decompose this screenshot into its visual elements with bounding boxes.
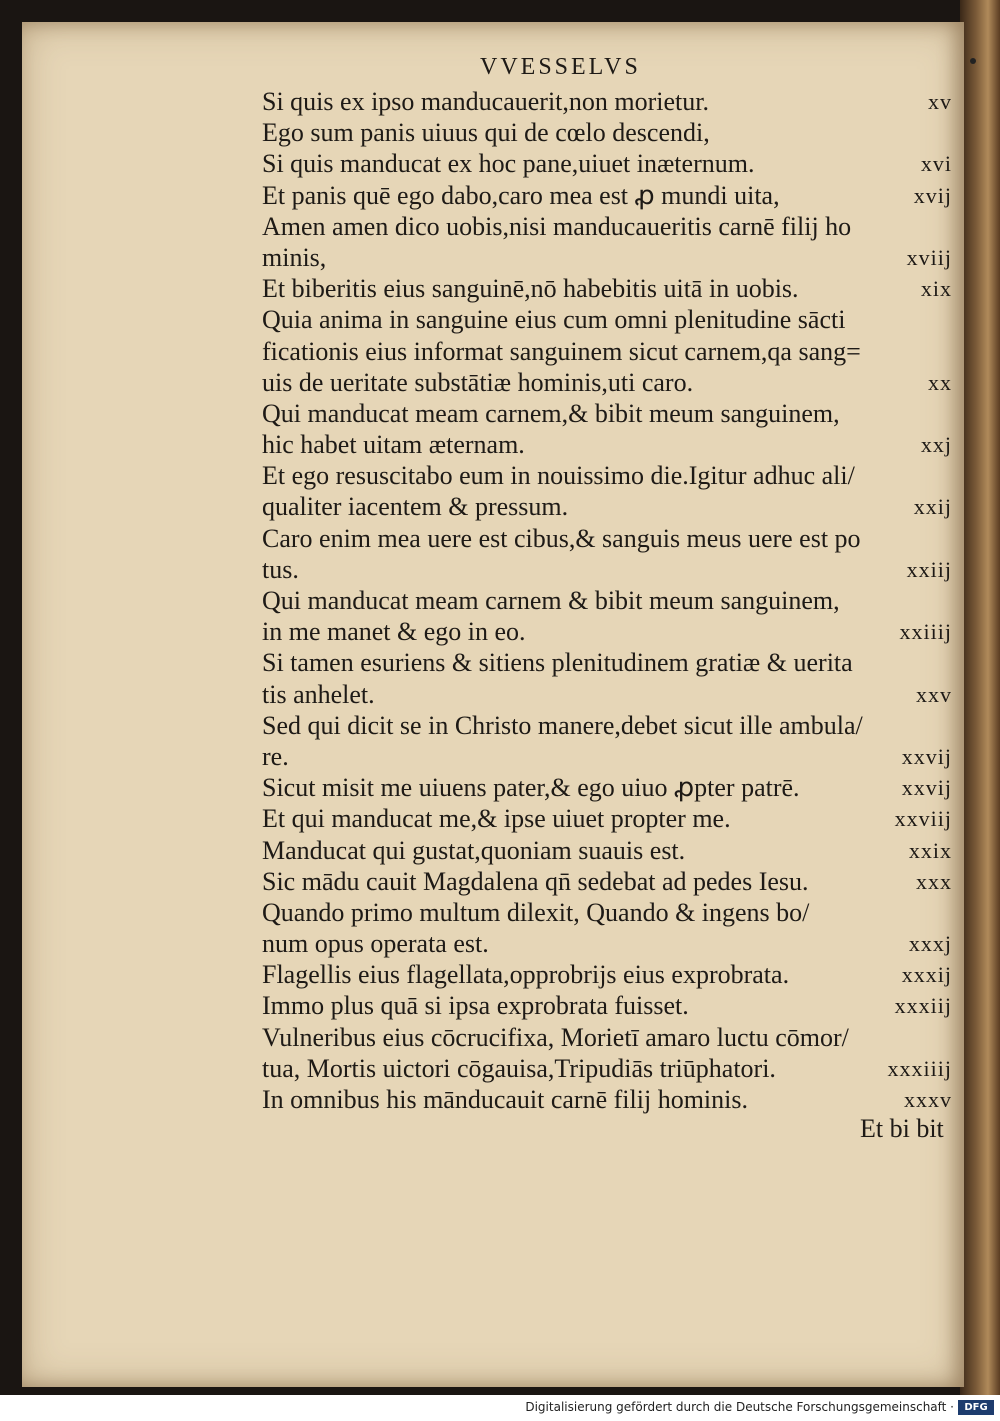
page-speck bbox=[970, 58, 976, 64]
verse-number: xxviij bbox=[894, 806, 952, 832]
text-line bbox=[262, 523, 952, 554]
text-line bbox=[262, 273, 952, 304]
line-text: ficationis eius informat sanguinem sicut carnem,qa sang= bbox=[262, 336, 861, 366]
line-text: In omnibus his mānducauit carnē filij hominis. bbox=[262, 1085, 748, 1114]
text-line bbox=[262, 304, 952, 335]
verse-number: xxiiij bbox=[899, 619, 952, 645]
verse-number: xxix bbox=[908, 837, 952, 863]
line-text: Si quis ex ipso manducauerit,non morietur. bbox=[262, 87, 709, 116]
line-text: Qui manducat meam carnem & bibit meum sanguinem, bbox=[262, 586, 840, 615]
dfg-logo-icon: DFG bbox=[958, 1400, 994, 1415]
text-line bbox=[262, 554, 952, 585]
text-line bbox=[262, 1084, 952, 1115]
verse-number: xx bbox=[928, 369, 952, 395]
verse-number: xxxv bbox=[904, 1087, 952, 1112]
text-line bbox=[262, 117, 952, 148]
line-text: Quia anima in sanguine eius cum omni plenitudine sācti bbox=[262, 305, 846, 335]
verse-number: xix bbox=[920, 276, 952, 302]
line-text: Si tamen esuriens & sitiens plenitudinem gratiæ & uerita bbox=[262, 648, 853, 678]
line-text: Si quis manducat ex hoc pane,uiuet inæternum. bbox=[262, 149, 755, 179]
text-line bbox=[262, 180, 952, 211]
verse-number: xxj bbox=[920, 432, 952, 458]
line-text: re. bbox=[262, 741, 289, 771]
text-line bbox=[262, 803, 952, 834]
line-text: Et ego resuscitabo eum in nouissimo die.Igitur adhuc ali/ bbox=[262, 461, 855, 491]
text-line bbox=[262, 1053, 952, 1084]
line-text: Amen amen dico uobis,nisi manducaueritis carnē filij ho bbox=[262, 211, 852, 241]
verse-number: xxv bbox=[916, 681, 952, 707]
line-text: Et panis quē ego dabo,caro mea est ꝓ mundi uita, bbox=[262, 180, 780, 210]
text-line bbox=[262, 741, 952, 772]
book-spine-edge bbox=[960, 0, 1000, 1395]
line-text: Sicut misit me uiuens pater,& ego uiuo ꝓpter patrē. bbox=[262, 773, 800, 803]
text-line bbox=[262, 866, 952, 897]
text-line bbox=[262, 835, 952, 866]
line-text: Qui manducat meam carnem,& bibit meum sanguinem, bbox=[262, 398, 840, 428]
text-line bbox=[262, 336, 952, 367]
verse-number: xxiij bbox=[906, 556, 952, 582]
running-head: VVESSELVS bbox=[480, 54, 641, 80]
text-line bbox=[262, 1022, 952, 1053]
text-line bbox=[262, 990, 952, 1021]
verse-number: xxx bbox=[916, 868, 952, 894]
line-text: hic habet uitam æternam. bbox=[262, 430, 525, 460]
line-text: Sed qui dicit se in Christo manere,debet sicut ille ambula/ bbox=[262, 710, 863, 740]
text-line bbox=[262, 928, 952, 959]
text-line bbox=[262, 398, 952, 429]
line-text: Et biberitis eius sanguinē,nō habebitis uitā in uobis. bbox=[262, 274, 799, 304]
text-line bbox=[262, 211, 952, 242]
line-text: Ego sum panis uiuus qui de cœlo descendi, bbox=[262, 118, 710, 148]
verse-number: xxvij bbox=[901, 775, 952, 801]
text-line bbox=[262, 647, 952, 678]
catchword: Et bi bit bbox=[860, 1114, 944, 1143]
line-text: Quando primo multum dilexit, Quando & ingens bo/ bbox=[262, 897, 810, 927]
footer-bar bbox=[0, 1395, 1000, 1421]
text-line bbox=[262, 897, 952, 928]
text-line bbox=[262, 679, 952, 710]
text-line bbox=[262, 148, 952, 179]
verse-number: xviij bbox=[906, 244, 952, 270]
line-text: qualiter iacentem & pressum. bbox=[262, 492, 569, 522]
verse-text-block bbox=[262, 86, 952, 1115]
verse-number: xxij bbox=[913, 494, 952, 520]
line-text: Vulneribus eius cōcrucifixa, Morietī amaro luctu cōmor/ bbox=[262, 1022, 849, 1052]
text-line bbox=[262, 242, 952, 273]
text-line bbox=[262, 585, 952, 616]
text-line bbox=[262, 772, 952, 803]
line-text: Flagellis eius flagellata,opprobrijs eius exprobrata. bbox=[262, 960, 790, 990]
text-line bbox=[262, 429, 952, 460]
line-text: tus. bbox=[262, 554, 299, 584]
verse-number: xxxij bbox=[901, 962, 952, 988]
funding-credit: Digitalisierung gefördert durch die Deutsche Forschungsgemeinschaft · bbox=[525, 1400, 954, 1414]
line-text: tua, Mortis uictori cōgauisa,Tripudiās triūphatori. bbox=[262, 1053, 776, 1083]
verse-number: xvij bbox=[913, 182, 952, 208]
verse-number: xxxiiij bbox=[887, 1055, 952, 1081]
line-text: minis, bbox=[262, 242, 327, 272]
line-text: num opus operata est. bbox=[262, 929, 489, 959]
text-line bbox=[262, 86, 952, 117]
line-text: Et qui manducat me,& ipse uiuet propter me. bbox=[262, 804, 731, 834]
text-line bbox=[262, 460, 952, 491]
line-text: Immo plus quā si ipsa exprobrata fuisset. bbox=[262, 991, 689, 1021]
verse-number: xvi bbox=[920, 151, 952, 177]
line-text: Manducat qui gustat,quoniam suauis est. bbox=[262, 835, 686, 865]
text-line bbox=[262, 710, 952, 741]
line-text: Caro enim mea uere est cibus,& sanguis meus uere est po bbox=[262, 523, 861, 553]
text-line bbox=[262, 491, 952, 522]
line-text: Sic mādu cauit Magdalena qn̄ sedebat ad pedes Iesu. bbox=[262, 866, 809, 896]
text-line bbox=[262, 959, 952, 990]
line-text: uis de ueritate substātiæ hominis,uti caro. bbox=[262, 367, 694, 397]
verse-number: xxxj bbox=[908, 931, 952, 957]
verse-number: xv bbox=[928, 89, 952, 114]
text-line bbox=[262, 367, 952, 398]
line-text: in me manet & ego in eo. bbox=[262, 617, 526, 647]
verse-number: xxxiij bbox=[894, 993, 952, 1019]
verse-number: xxvij bbox=[901, 743, 952, 769]
text-line bbox=[262, 616, 952, 647]
line-text: tis anhelet. bbox=[262, 679, 375, 709]
